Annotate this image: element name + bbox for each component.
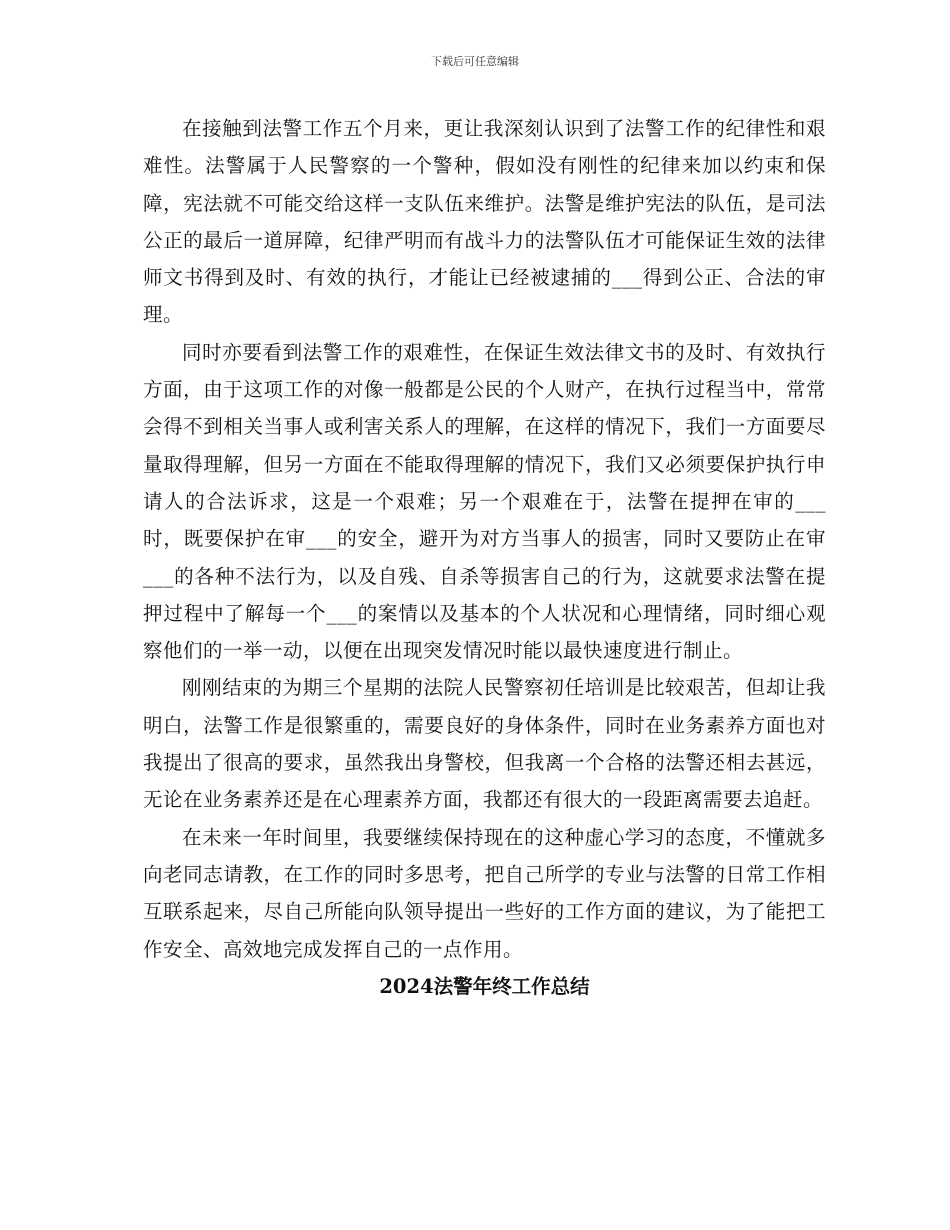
- paragraph-2: 同时亦要看到法警工作的艰难性，在保证生效法律文书的及时、有效执行方面，由于这项工作的对像一般都是公民的个人财产，在执行过程当中，常常会得不到相关当事人或利害关系人的理解，在这样的情况下，我们一方面要尽量取得理解，但另一方面在不能取得理解的情况下，我们又必须要保护执行申请人的合法诉求，这是一个艰难；另一个艰难在于，法警在提押在审的___时，既要保护在审___的安全，避开为对方当事人的损害，同时又要防止在审___的各种不法行为，以及自残、自杀等损害自己的行为，这就要求法警在提押过程中了解每一个___的案情以及基本的个人状况和心理情绪，同时细心观察他们的一举一动，以便在出现突发情况时能以最快速度进行制止。: [143, 340, 826, 663]
- document-body: [143, 110, 826, 1005]
- page-header: 下载后可任意编辑: [431, 55, 519, 68]
- paragraph-1: 在接触到法警工作五个月来，更让我深刻认识到了法警工作的纪律性和艰难性。法警属于人民警察的一个警种，假如没有刚性的纪律来加以约束和保障，宪法就不可能交给这样一支队伍来维护。法警是维护宪法的队伍，是司法公正的最后一道屏障，纪律严明而有战斗力的法警队伍才可能保证生效的法律师文书得到及时、有效的执行，才能让已经被逮捕的___得到公正、合法的审理。: [143, 117, 826, 327]
- paragraph-4: 在未来一年时间里，我要继续保持现在的这种虚心学习的态度，不懂就多向老同志请教，在工作的同时多思考，把自己所学的专业与法警的日常工作相互联系起来，尽自己所能向队领导提出一些好的工作方面的建议，为了能把工作安全、高效地完成发挥自己的一点作用。: [143, 825, 826, 961]
- paragraph-3: 刚刚结束的为期三个星期的法院人民警察初任培训是比较艰苦，但却让我明白，法警工作是很繁重的，需要良好的身体条件，同时在业务素养方面也对我提出了很高的要求，虽然我出身警校，但我离一个合格的法警还相去甚远，无论在业务素养还是在心理素养方面，我都还有很大的一段距离需要去追赶。: [143, 676, 826, 812]
- document-title: 2024法警年终工作总结: [379, 974, 590, 998]
